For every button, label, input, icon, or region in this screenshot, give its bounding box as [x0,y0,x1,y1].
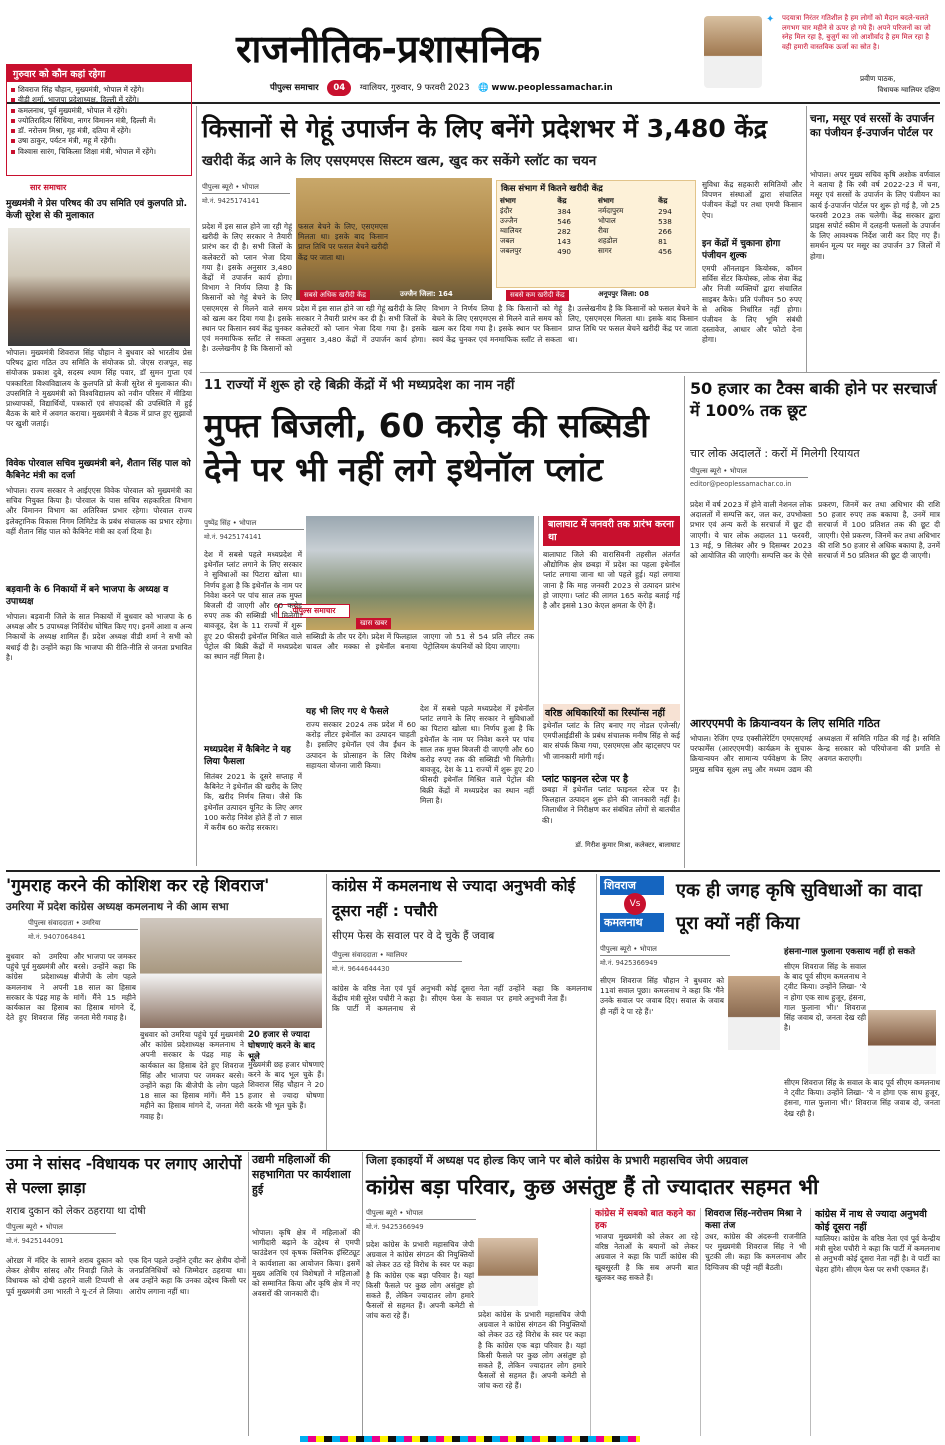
table-cell: शहडोल [598,236,618,245]
site-url: www.peoplessamachar.in [491,83,613,93]
ethanol-sub2-body: सितंबर 2021 के दूसरे सप्ताह में कैबिनेट ने इथेनॉल की खरीद के लिए कि, खरीद निर्णय लिया। जैसे कि इथेनॉल उत्पादन यूनिट के लिए अगर 100 करोड़ निवेश होते हैं तो 7 साल में करीब 60 करोड़ सरकार। [204,772,302,833]
storyF-mobile: मो.नं. 9425366949 [366,1223,424,1231]
ramp-body: भोपाल। रेजिंग एण्ड एक्सीलेरेटिंग एमएसएमई परफार्मेंस (आरएएमपी) कार्यक्रम के सुचारू क्रियान्वयन और सामान्य पर्यवेक्षण के लिए प्रमुख सचिव सूक्ष्म लघु और मध्यम उद्यम की अध्यक्षता में समिति गठित की गई है। समिति केन्द्र सरकार को परियोजना की प्रगति से अवगत कराएगी। [690,734,940,774]
storyA-body-cont: बुधवार को उमरिया पहुंचे पूर्व मुख्यमंत्री और कांग्रेस प्रदेशाध्यक्ष कमलनाथ ने अपनी सरकार के पंद्रह माह के कार्यकाल का हिसाब देते हुए शिवराज सिंह और भाजपा पर जमकर बरसे। उन्होंने कहा कि बीजेपी के लोग पहले 18 साल का हिसाब मांगें। मैंने 15 महीने का हिसाब मांगने दें, जनता मेरी गवाह है। [140,1030,244,1121]
mla-quote: पदयात्रा निरंतर गतिशील है हम लोगों को मैदान बदले-चलते लगभग चार महीने से ऊपर हो गये हैं। अपने परिजनों का जो स्नेह मिल रहा है, बुजुर्ग का जो आशीर्वाद है हम मिल रहा है वही हमारी वास्तविक ऊर्जा का स्रोत है। [782,14,931,51]
vs-icon: Vs [624,893,646,915]
globe-icon: 🌐 [478,83,489,93]
schedule-item: कमलनाथ, पूर्व मुख्यमंत्री, भोपाल में रहेंगे। [10,106,188,116]
pulse-headline: चना, मसूर एवं सरसों के उपार्जन का पंजीयन ई-उपार्जन पोर्टल पर [810,113,935,139]
storyF-box2 [700,1208,806,1436]
storyA-headline: 'गुमराह करने की कोशिश कर रहे शिवराज' [6,876,270,896]
storyA-body: बुधवार को उमरिया पहुंचे पूर्व मुख्यमंत्री और कांग्रेस प्रदेशाध्यक्ष कमलनाथ ने अपनी सरकार के पंद्रह माह के कार्यकाल का हिसाब देते हुए शिवराज सिंह और भाजपा पर जमकर बरसे। उन्होंने कहा कि बीजेपी के लोग पहले 18 साल का हिसाब मांगें। मैंने 15 महीने का हिसाब मांगने दें, जनता मेरी गवाह है। [6,952,136,1023]
th-centers: केंद्र [557,196,567,205]
masthead-strip [270,80,700,96]
tax-deck: चार लोक अदालतें : करों में मिलेगी रियायत [690,447,860,460]
table-cell: 81 [658,236,668,246]
storyF-box1 [590,1208,698,1436]
kamalnath-portrait [868,1010,936,1074]
brief2-headline: विवेक पोरवाल सचिव मुख्यमंत्री बने, शैतान सिंह पाल को कैबिनेट मंत्री का दर्जा [6,459,191,481]
box3-headline: प्लांट फाइनल स्टेज पर है [542,774,629,785]
storyC-mobile: मो.नं. 9425366949 [600,959,658,967]
table-right [595,196,693,256]
table-cell: नर्मदापुरम [598,206,624,215]
balaghat-body: बालाघाट जिले की वारासिवनी तहसील अंतर्गत औद्योगिक क्षेत्र छबड़ा में प्रदेश का पहला इथेनॉल प्लांट लगाया जाना था जो पहले हुई। यहां लगाया जाना है कि माह जनवरी 2023 से उत्पादन प्रारंभ हो जाएगा। प्लांट की लागत 165 करोड़ बताई गई है और इससे 130 केएल क्षमता के ऐंगे हैं। [543,550,680,611]
ethanol-sub2: मध्यप्रदेश में कैबिनेट ने यह लिया फैसला [204,745,291,767]
schedule-item: वीडी शर्मा, भाजपा प्रदेशाध्यक्ष, दिल्ली में रहेंगे। [10,95,188,105]
mla-portrait [704,16,762,88]
storyC-byline: पीपुल्स ब्यूरो • भोपाल [600,944,730,956]
th-centers-2: केंद्र [658,196,668,205]
table-cell: जबलपुर [500,246,522,255]
page-number: 04 [327,80,351,96]
tax-body: प्रदेश में वर्ष 2023 में होने वाली नेशनल लोक अदालतों में सम्पत्ति कर, जल कर, उपभोक्ता प्रभार एवं अन्य करों के सरचार्ज में छूट दी जाएगी। ये चार लोक अदालत 11 फरवरी, 13 मई, 9 सितंबर और 9 दिसम्बर 2023 को आयोजित की जाएंगी। सम्पत्ति कर के ऐसे प्रकरण, जिनमें कर तथा अधिभार की राशि 50 हजार रुपए तक बकाया है, उनमें मात्र सरचार्ज में 100 प्रतिशत तक की छूट दी जाएगी। ऐसे प्रकरण, जिनमें कर तथा अधिभार की राशि 50 हजार से अधिक बकाया है, उनमें सरचार्ज में 50 प्रतिशत की छूट दी जाएगी। [690,500,940,561]
ethanol-body-mid: देश में सबसे पहले मध्यप्रदेश में इथेनॉल प्लांट लगाने के लिए सरकार ने सुविधाओं का पिटारा खोला था। निर्णय हुआ है कि इथेनॉल के नाम पर निवेश करने पर पांच साल तक मुफ्त बिजली दी जाएगी और 60 करोड़ रुपए तक की सब्सिडी भी मिलेगी। बावजूद, देश के 11 राज्यों में शुरू हुए 20 फीसदी इथेनॉल मिश्रित वाले पेट्रोल की बिक्री केंद्रों में मध्यप्रदेश का स्थान नहीं मिला है। [420,704,534,805]
brief2-body: भोपाल। राज्य सरकार ने आईएएस विवेक पोरवाल को मुख्यमंत्री का सचिव नियुक्त किया है। पोरवाल के पास सचिव सहकारिता विभाग और विमानन विभाग का अतिरिक्त प्रभार रहेगा। पोरवाल राज्य इलेक्ट्रानिक विकास निगम लिमिटेड के प्रबंध संचालक का प्रभार रहेगा। वहीं शैतान सिंह पाल को कैबिनेट मंत्री का दर्जा दिया है। [6,486,192,536]
table-row [497,246,595,256]
table-cell: इंदौर [500,206,513,215]
ethanol-byline: पुष्पेंद्र सिंह • भोपाल [204,518,304,530]
box1-body: भाजपा मुख्यमंत्री को लेकर आ रहे वरिष्ठ नेताओं के बयानों को लेकर अग्रवाल ने कहा कि पार्टी कांग्रेस की खूबसूरती है कि सब अपनी बात खुलकर कह सकते हैं। [595,1232,698,1282]
storyA-deck: उमरिया में प्रदेश कांग्रेस अध्यक्ष कमलनाथ ने की आम सभा [6,901,229,913]
table-cell: 490 [557,246,571,256]
storyC-byline-block [600,944,730,972]
section-title: राजनीतिक-प्रशासनिक [236,27,541,71]
storyD-byline: पीपुल्स ब्यूरो • भोपाल [6,1222,116,1234]
caption-most-centers-value: उज्जैन जिला: 164 [400,290,453,298]
table-row [497,226,595,236]
storyE-headline: उद्यमी महिलाओं की सहभागिता पर कार्यशाला हुई [252,1153,351,1196]
brief1-headline: मुख्यमंत्री ने प्रेस परिषद की उप समिति एवं कुलपति प्रो. केजी सुरेश से की मुलाकात [6,199,188,221]
tax-byline: पीपुल्स ब्यूरो • भोपाल [690,466,808,478]
schedule-box [6,64,192,176]
color-registration-bar [300,1436,640,1442]
schedule-item: डॉ. नरोत्तम मिश्रा, गृह मंत्री, दतिया में रहेंगे। [10,126,188,136]
storyC-right-body-cont: सीएम शिवराज सिंह के सवाल के बाद पूर्व सीएम कमलनाथ ने ट्वीट किया। उन्होंने लिखा- 'ये न होगा एक साथ हुजूर, हंसना, गाल फुलाना भी।' शिवराज सिंह जवाब दो, जनता देख रही है। [784,1078,940,1118]
vs-badge [600,876,672,936]
storyA-byline: पीपुल्स संवाददाता • उमरिया [28,918,138,930]
collector-quote: डॉ. गिरीश कुमार मिश्रा, कलेक्टर, बालाघाट [575,841,680,849]
rally-photo [140,918,322,1028]
lead-deck: खरीदी केंद्र आने के लिए एसएमएस सिस्टम खत्म, खुद कर सकेंगे स्लॉट का चयन [202,153,597,169]
lead-headline: किसानों से गेहूं उपार्जन के लिए बनेंगे प्रदेशभर में 3,480 केंद्र [202,114,767,143]
table-cell: 538 [658,216,672,226]
special-news-tag: खास खबर [356,618,391,629]
lead-byline-block [202,182,290,216]
lead-byline: पीपुल्स ब्यूरो • भोपाल [202,182,290,194]
paper-name: पीपुल्स समाचार [270,83,319,93]
table-cell: 143 [557,236,571,246]
table-title: किस संभाग में कितने खरीदी केंद्र [501,184,603,194]
table-row [595,246,693,256]
table-cell: सागर [598,246,612,255]
ethanol-sub1: यह भी लिए गए थे फैसले [306,707,389,717]
caption-least-centers: सबसे कम खरीदी केंद्र [506,290,569,301]
schedule-item: विश्वास सारंग, चिकित्सा शिक्षा मंत्री, भोपाल में रहेंगे। [10,147,188,157]
fee-body: एमपी ऑनलाइन कियोस्क, कॉमन सर्विस सेंटर कियोस्क, लोक सेवा केंद्र और निजी व्यक्तियों द्वारा संचालित साइबर कैफे। प्रति पंजीयन 50 रुपए से अधिक निर्धारित नहीं होगा। पंजीयन के लिए भूमि संबंधी दस्तावेज, आधार और फोटो देना होगा। [702,264,802,345]
storyC-right-headline: हंसना-गाल फुलाना एकसाथ नहीं हो सकते [784,947,915,957]
brief-tag: सार समाचार [30,183,67,192]
storyG-body: ग्वालियर। कांग्रेस के वरिष्ठ नेता एवं पूर्व केन्द्रीय मंत्री सुरेश पचौरी ने कहा कि पार्टी में कमलनाथ से अनुभवी कोई दूसरा नेता नहीं है। वे पार्टी का चेहरा होंगे। सीएम फेस पर सभी एकमत हैं। [815,1234,940,1274]
tax-email: editor@peoplessamachar.co.in [690,480,792,488]
storyE-body: भोपाल। कृषि क्षेत्र में महिलाओं की भागीदारी बढ़ाने के उद्देश्य से एमपी फाउंडेशन एवं कृषक क्लिनिक इंस्टिट्यूट ने कार्यशाला का आयोजन किया। इसमें मुख्य अतिथि एवं विशेषज्ञों ने महिलाओं को सम्मानित किया और कृषि क्षेत्र में नए अवसरों की जानकारी दी। [252,1228,360,1299]
table-cell: 384 [557,206,571,216]
storyB-body: कांग्रेस के वरिष्ठ नेता एवं पूर्व केंद्रीय मंत्री सुरेश पचौरी ने कहा कि पार्टी में कमलनाथ से अनुभवी कोई दूसरा नेता नहीं है। सीएम फेस के सवाल पर उन्होंने कहा कि कमलनाथ हमारे अनुभवी नेता हैं। [332,984,592,1014]
storyG-headline: कांग्रेस में नाथ से ज्यादा अनुभवी कोई दूसरा नहीं [815,1209,927,1233]
table-cell: जबल [500,236,515,245]
storyD-body: ओरछा में मंदिर के सामने शराब दुकान को लेकर क्षेत्रीय सांसद और निवाड़ी जिले के विधायक को दोषी ठहराने वाली टिप्पणी से पूर्व मुख्यमंत्री उमा भारती ने यू-टर्न ले लिया। एक दिन पहले उन्होंने ट्वीट कर क्षेत्रीय दोनों जनप्रतिनिधियों को जिम्मेदार ठहराया था। अब उन्होंने कहा कि उनका उद्देश्य किसी पर आरोप लगाना नहीं था। [6,1256,246,1296]
lead-body-right: सुविधा केंद्र सहकारी समितियों और विपणन संस्थाओं द्वारा संचालित पंजीयन केंद्रों पर तथा एमपी किसान ऐप। [702,180,802,220]
storyB-byline: पीपुल्स संवाददाता • ग्वालियर [332,950,462,962]
storyF-body-cont: प्रदेश कांग्रेस के प्रभारी महासचिव जेपी अग्रवाल ने कांग्रेस संगठन की नियुक्तियों को लेकर उठ रहे विरोध के स्वर पर कहा है कि कांग्रेस एक बड़ा परिवार है। यहां किसी फैसले पर कुछ लोग असंतुष्ट हो सकते हैं, लेकिन ज्यादातर लोग हमारे फैसलों से सहमत हैं। अपनी कमेटी से जांच करा रहे हैं। [478,1310,586,1391]
storyA-sub-body: मुख्यमंत्री छह हजार घोषणाएं करने के बाद भूल चुके हैं। शिवराज सिंह चौहान ने 20 हजार से ज्यादा घोषणा करके भी भूल चुके हैं। [248,1060,324,1110]
ethanol-headline: मुफ्त बिजली, 60 करोड़ की सब्सिडी देने पर भी नहीं लगे इथेनॉल प्लांट [204,406,649,489]
twitter-icon: ✦ [766,14,775,25]
schedule-item: ज्योतिरादित्य सिंधिया, नागर विमानन मंत्री, दिल्ली में। [10,116,188,126]
storyB-mobile: मो.नं. 9644644430 [332,965,390,973]
storyG [810,1208,940,1436]
th-division: संभाग [500,196,516,205]
storyF-byline-block [366,1208,476,1238]
storyC-headline: एक ही जगह कृषि सुविधाओं का वादा पूरा क्यों नहीं किया [676,880,922,934]
caption-most-centers: सबसे अधिक खरीदी केंद्र [300,290,370,301]
box2f-headline: शिवराज सिंह-नरोत्तम मिश्रा ने कसा तंज [705,1209,802,1231]
dateline: ग्वालियर, गुरुवार, 9 फरवरी 2023 [359,83,470,93]
box3-body: छबड़ा में इथेनॉल प्लांट फाइनल स्टेज पर है। फिलहाल उत्पादन शुरू होने की जानकारी नहीं है। जिलाधीश ने निरीक्षण कर संबंधित लोगों से बातचीत की। [542,785,680,825]
storyD-deck: शराब दुकान को लेकर ठहराया था दोषी [6,1206,146,1217]
brief1-body: भोपाल। मुख्यमंत्री शिवराज सिंह चौहान ने बुधवार को भारतीय प्रेस परिषद द्वारा गठित उप समिति के संयोजक प्रो. जेएस राजपूत, सह संयोजक प्रकाश दुबे, सदस्य श्याम सिंह पवार, डॉ सुमन गुप्ता एवं पत्रकारिता विश्वविद्यालय के कुलपति प्रो केजी सुरेश से मुलाकात की। उपसमिति ने मुख्यमंत्री को विश्वविद्यालय को नवीन परिसर में मीडिया प्राध्यापकों, विद्यार्थियों, पत्रकारों एवं संपादकों की उपस्थिति में हुई बैठक के बारे में अवगत कराया। मुख्यमंत्री ने बैठक में प्राप्त हुए सुझावों पर खुशी जताई। [6,348,192,429]
ethanol-body: देश में सबसे पहले मध्यप्रदेश में इथेनॉल प्लांट लगाने के लिए सरकार ने सुविधाओं का पिटारा खोला था। निर्णय हुआ है कि इथेनॉल के नाम पर निवेश करने पर पांच साल तक मुफ्त बिजली दी जाएगी और 60 करोड़ रुपए तक की सब्सिडी भी मिलेगी। बावजूद, देश के 11 राज्यों में शुरू हुए 20 फीसदी इथेनॉल मिश्रित वाले पेट्रोल की बिक्री केंद्रों में मध्यप्रदेश का स्थान नहीं मिला है। [204,550,302,662]
table-cell: 456 [658,246,672,256]
table-row [497,216,595,226]
table-cell: 294 [658,206,672,216]
storyC-right-body: सीएम शिवराज सिंह के सवाल के बाद पूर्व सीएम कमलनाथ ने ट्वीट किया। उन्होंने लिखा- 'ये न होगा एक साथ हुजूर, हंसना, गाल फुलाना भी।' शिवराज सिंह जवाब दो, जनता देख रही है। [784,962,866,1033]
schedule-title: गुरुवार को कौन कहां रहेगा [7,65,191,82]
storyF-kicker: जिला इकाइयों में अध्यक्ष पद होल्ड किए जाने पर बोले कांग्रेस के प्रभारी महासचिव जेपी अग्रवाल [366,1154,748,1167]
box2-body: इथेनॉल प्लांट के लिए बनाए गए नोडल एजेन्सी/एमपीआईडीसी के प्रबंध संचालक मनीष सिंह से कई बार संपर्क किया गया, एसएमएस और व्हाट्सएप पर भी जानकारी मांगी गई। [543,721,680,761]
storyA-mobile: मो.नं. 9407064841 [28,933,86,941]
storyF-body: प्रदेश कांग्रेस के प्रभारी महासचिव जेपी अग्रवाल ने कांग्रेस संगठन की नियुक्तियों को लेकर उठ रहे विरोध के स्वर पर कहा है कि कांग्रेस एक बड़ा परिवार है। यहां किसी फैसले पर कुछ लोग असंतुष्ट हो सकते हैं, लेकिन ज्यादातर लोग हमारे फैसलों से सहमत हैं। अपनी कमेटी से जांच करा रहे हैं। [366,1240,474,1321]
ethanol-sub1-body: राज्य सरकार 2024 तक प्रदेश में 60 करोड़ लीटर इथेनॉल का उत्पादन चाहती है। इसलिए इथेनॉल एवं जैव ईंधन के उत्पादन के प्रोत्साहन के लिए विशेष सहायता योजना जारी किया। [306,720,416,770]
centers-table [496,180,696,288]
storyB-headline: कांग्रेस में कमलनाथ से ज्यादा अनुभवी कोई दूसरा नहीं : पचौरी [332,877,576,920]
table-row [595,216,693,226]
table-row [497,236,595,246]
box1-headline: कांग्रेस में सबको बात कहने का हक [595,1209,696,1231]
ramp-headline: आरएएमपी के क्रियान्वयन के लिए समिति गठित [690,717,880,730]
paper-logo: पीपुल्स समाचार [278,604,350,618]
table-left [497,196,595,256]
ethanol-mobile: मो.नं. 9425174141 [204,533,262,541]
quote-author: प्रवीण पाठक, [860,74,896,83]
ethanol-body-cont: सब्सिडी के तौर पर देंगे। प्रदेश में फिलहाल चावल और मक्का से इथेनॉल बनाया जाएगा जो 51 से 54 प्रति लीटर तक पेट्रोलियम कंपनियों को दिया जाएगा। [306,632,534,652]
shivraj-tag: शिवराज [600,876,664,895]
schedule-list [7,82,191,160]
table-cell: 266 [658,226,672,236]
table-cell: रीवा [598,226,609,235]
table-cell: 546 [557,216,571,226]
box2-headline: वरिष्ठ अधिकारियों का रिस्पॉन्स नहीं [543,704,680,721]
storyF-headline: कांग्रेस बड़ा परिवार, कुछ असंतुष्ट हैं तो ज्यादातर सहमत भी [366,1175,819,1199]
balaghat-headline: बालाघाट में जनवरी तक प्रारंभ करना था [543,516,680,546]
brief3-body: भोपाल। बड़वानी जिले के सात निकायों में बुधवार को भाजपा के 6 अध्यक्ष और 5 उपाध्यक्ष निर्विरोध घोषित किए गए। इनमें आशा व अन्य निकायों के अध्यक्ष शामिल हैं। प्रदेश अध्यक्ष वीडी शर्मा ने सभी को बधाई दी है। उन्होंने कहा कि भाजपा की रीति-नीति से जनता प्रभावित है। [6,612,192,662]
caption-least-centers-value: अनूपपुर जिला: 08 [598,290,650,298]
ethanol-kicker: 11 राज्यों में शुरू हो रहे बिक्री केंद्रों में भी मध्यप्रदेश का नाम नहीं [204,378,515,393]
quote-role: विधायक ग्वालियर दक्षिण [877,86,940,94]
storyB-deck: सीएम फेस के सवाल पर वे दे चुके हैं जवाब [332,930,495,942]
storyC-body: सीएम शिवराज सिंह चौहान ने बुधवार को 11वां सवाल पूछा। कमलनाथ ने कहा कि 'मैंने उनके सवाल पर जवाब दिए। सवाल के जवाब ही नहीं दे पा रहे हैं।' [600,976,724,1016]
storyB-byline-block [332,950,462,980]
storyD-byline-block [6,1222,116,1252]
brief3-headline: बड़वानी के 6 निकायों में बने भाजपा के अध्यक्ष व उपाध्यक्ष [6,585,169,607]
storyA-byline-block [28,918,138,948]
kamalnath-tag: कमलनाथ [600,913,664,932]
table-row [497,206,595,216]
table-row [595,236,693,246]
lead-mobile: मो.नं. 9425174141 [202,197,260,205]
shivraj-portrait [728,976,780,1050]
schedule-item: शिवराज सिंह चौहान, मुख्यमंत्री, भोपाल में रहेंगे। [10,85,188,95]
table-cell: ग्वालियर [500,226,522,235]
storyD-headline: उमा ने सांसद -विधायक पर लगाए आरोपों से पल्ला झाड़ा [6,1155,242,1197]
storyF-byline: पीपुल्स ब्यूरो • भोपाल [366,1208,476,1220]
th-division-2: संभाग [598,196,614,205]
fee-headline: इन केंद्रों में चुकाना होगा पंजीयन शुल्क [702,239,781,261]
table-row [595,206,693,216]
lead-body: प्रदेश में इस साल होने जा रही गेहूं खरीदी के लिए सरकार ने तैयारी प्रारंभ कर दी है। सभी जिलों के कलेक्टरों को प्लान भेजा दिया गया है। इसके अनुसार 3,480 केंद्रों में उपार्जन कार्य होगा। विभाग ने निर्णय लिया है कि किसानों को गेहूं बेचने के लिए एसएमएस से मिलने वाले समय को खत्म कर दिया गया है। इसके स्थान पर किसान स्वयं केंद्र चुनकर एवं मनमाफिक स्लॉट ले सकता है। उल्लेखनीय है कि किसानों को [202,222,292,354]
pulse-body: भोपाल। अपर मुख्य सचिव कृषि अशोक वर्णवाल ने बताया है कि रबी वर्ष 2022-23 में चना, मसूर एवं सरसों के उपार्जन के लिए पंजीयन का कार्य ई-उपार्जन पोर्टल पर शुरू हो गई है, जो 25 फरवरी 2023 तक चलेगी। केंद्र सरकार द्वारा प्राइस सपोर्ट स्कीम में दलहनी फसलों के उपार्जन के लिए आवश्यक निर्देश जारी कर दिए गए हैं। समर्थन मूल्य पर मसूर का उपार्जन 37 जिलों में होगा। [810,170,940,261]
storyA-sub: 20 हजार से ज्यादा घोषणाएं करने के बाद भूले [248,1030,315,1062]
table-cell: उज्जैन [500,216,518,225]
ethanol-byline-block [204,518,304,548]
table-cell: 282 [557,226,571,236]
tax-headline: 50 हजार का टैक्स बाकी होने पर सरचार्ज में 100% तक छूट [690,379,937,420]
schedule-item: उषा ठाकुर, पर्यटन मंत्री, महू में रहेंगी। [10,136,188,146]
cm-meeting-photo [8,228,190,346]
box2f-body: उधर, कांग्रेस की अंदरूनी राजनीति पर मुख्यमंत्री शिवराज सिंह ने भी चुटकी ली। कहा कि कमलनाथ और दिग्विजय की पट्टी नहीं बैठती। [705,1232,806,1272]
tax-byline-block [690,466,808,496]
lead-body-cont: प्रदेश में इस साल होने जा रही गेहूं खरीदी के लिए सरकार ने तैयारी प्रारंभ कर दी है। सभी जिलों के कलेक्टरों को प्लान भेजा दिया गया है। इसके अनुसार 3,480 केंद्रों में उपार्जन कार्य होगा। विभाग ने निर्णय लिया है कि किसानों को गेहूं बेचने के लिए एसएमएस से मिलने वाले समय को खत्म कर दिया गया है। इसके स्थान पर किसान स्वयं केंद्र चुनकर एवं मनमाफिक स्लॉट ले सकता है। उल्लेखनीय है कि किसानों को फसल बेचने के लिए, एसएमएस मिलता था। इसके बाद किसान प्राप्त तिथि पर फसल बेचने खरीदी केंद्र पर जाता था। [296,304,698,344]
jp-agrawal-portrait [478,1238,538,1306]
box3 [538,772,680,868]
table-row [595,226,693,236]
storyD-mobile: मो.नं. 9425144091 [6,1237,64,1245]
table-cell: भोपाल [598,216,616,225]
